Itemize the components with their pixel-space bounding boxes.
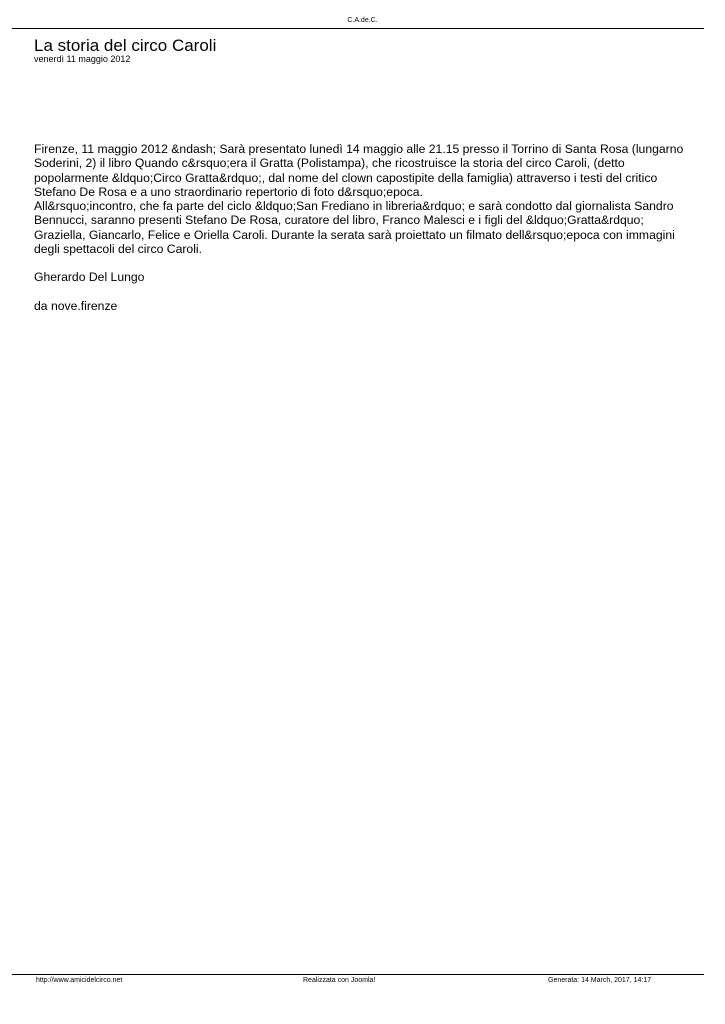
article-date: venerdì 11 maggio 2012 xyxy=(34,54,131,64)
article-paragraph-event: All&rsquo;incontro, che fa parte del ciclo &ldquo;San Frediano in libreria&rdquo; e sarà condotto dal giornalista Sandro Bennucci, saranno presenti Stefano De Rosa, curatore del libro, Franco Malesci e i figli del &ldquo;Gratta&rdquo; Graziella, Giancarlo, Felice e Oriella Caroli. Durante la serata sarà proiettato un filmato dell&rsquo;epoca con immagini degli spettacoli del circo Caroli. xyxy=(34,199,675,257)
article-source: da nove.firenze xyxy=(34,298,118,313)
page-header-site-name: C.A.de.C. xyxy=(347,17,378,24)
footer-made-with: Realizzata con Joomla! xyxy=(303,977,376,984)
article-author: Gherardo Del Lungo xyxy=(34,270,145,285)
article-title: La storia del circo Caroli xyxy=(34,36,217,55)
footer-site-url[interactable]: http://www.amicidelcirco.net xyxy=(36,977,123,984)
header-divider xyxy=(12,28,704,29)
article-paragraph-intro: Firenze, 11 maggio 2012 &ndash; Sarà presentato lunedì 14 maggio alle 21.15 presso il Torrino di Santa Rosa (lungarno Soderini, 2) il libro Quando c&rsquo;era il Gratta (Polistampa), che ricostruisce la storia del circo Caroli, (detto popolarmente &ldquo;Circo Gratta&rdquo;, dal nome del clown capostipite della famiglia) attraverso i testi del critico Stefano De Rosa e a uno straordinario repertorio di foto d&rsquo;epoca. xyxy=(34,142,684,199)
footer-divider xyxy=(12,974,704,975)
article-body xyxy=(34,142,694,313)
footer-generated-date: Generata: 14 March, 2017, 14:17 xyxy=(548,977,652,984)
